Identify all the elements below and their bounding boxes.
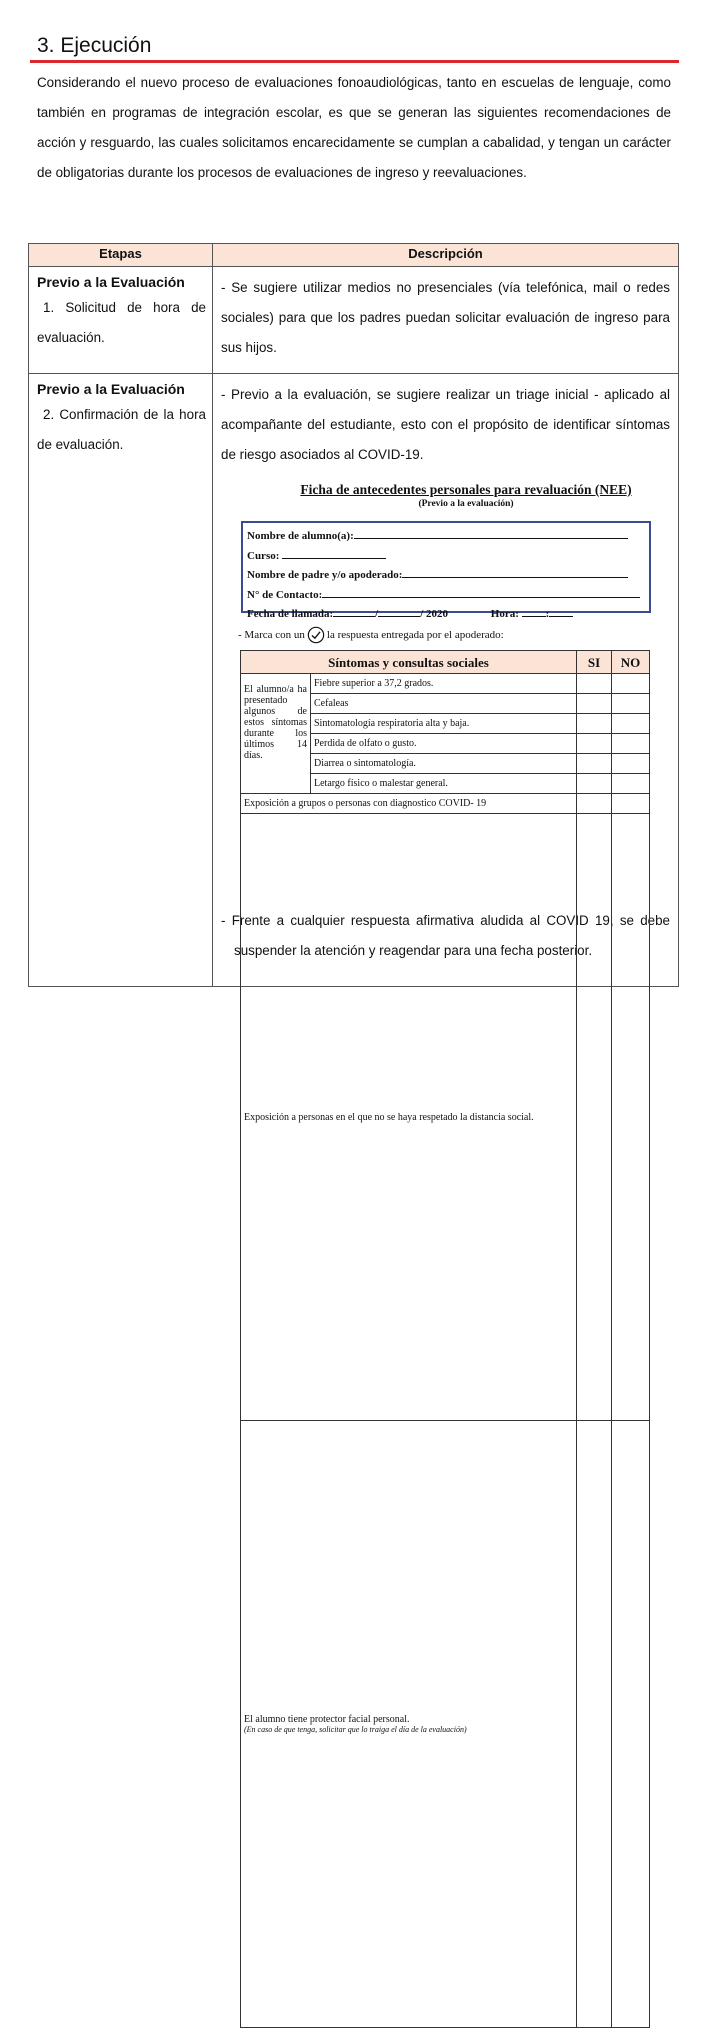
protector-note: (En caso de que tenga, solicitar que lo traiga el día de la evaluación) bbox=[244, 1725, 467, 1734]
form-subtitle: (Previo a la evaluación) bbox=[418, 499, 514, 509]
no-header: NO bbox=[612, 651, 650, 674]
no-cell bbox=[612, 1421, 650, 2028]
symptom-text: Fiebre superior a 37,2 grados. bbox=[311, 674, 577, 694]
etapa-number: 2. bbox=[43, 407, 55, 422]
no-cell bbox=[612, 754, 650, 774]
table-header-row bbox=[29, 244, 679, 267]
no-cell bbox=[612, 814, 650, 1421]
descripcion-text: - Se sugiere utilizar medios no presenciales (vía telefónica, mail o redes sociales) para que los padres puedan solicitar evaluación de ingreso para sus hijos. bbox=[221, 280, 670, 355]
symptom-text: Letargo físico o malestar general. bbox=[311, 774, 577, 794]
symptom-text: Diarrea o sintomatología. bbox=[311, 754, 577, 774]
etapas-table bbox=[28, 243, 679, 1734]
si-cell bbox=[577, 714, 612, 734]
etapa-number: 1. bbox=[43, 300, 55, 315]
form-field-alumno: Nombre de alumno(a): bbox=[247, 527, 649, 547]
si-cell bbox=[577, 1421, 612, 2028]
descripcion-text: - Previo a la evaluación, se sugiere realizar un triage inicial - aplicado al acompañante del estudiante, esto con el propósito de identificar síntomas de riesgo asociados al COVID-19. bbox=[221, 387, 670, 462]
si-cell bbox=[577, 674, 612, 694]
si-cell bbox=[577, 694, 612, 714]
si-cell bbox=[577, 774, 612, 794]
descripcion-cell bbox=[213, 267, 679, 374]
si-cell bbox=[577, 794, 612, 814]
etapa-title: Previo a la Evaluación bbox=[37, 381, 185, 397]
table-row bbox=[29, 374, 679, 987]
header-descripcion: Descripción bbox=[213, 244, 679, 267]
etapa-step-text: Confirmación de la hora de evaluación. bbox=[37, 407, 206, 452]
symptom-group-label: El alumno/a ha presentado algunos de estos síntomas durante los últimos 14 días. bbox=[241, 674, 311, 794]
form-title: Ficha de antecedentes personales para revaluación (NEE) bbox=[300, 482, 632, 497]
no-cell bbox=[612, 714, 650, 734]
footer-text: - Frente a cualquier respuesta afirmativa aludida al COVID 19, se debe suspender la atención y reagendar para una fecha posterior. bbox=[221, 913, 670, 958]
symptom-text: Sintomatología respiratoria alta y baja. bbox=[311, 714, 577, 734]
table-row bbox=[29, 267, 679, 374]
form-field-fecha: Fecha de llamada: / / 2020 Hora: : bbox=[247, 605, 649, 625]
no-cell bbox=[612, 694, 650, 714]
form-info-box bbox=[241, 521, 651, 620]
symptom-row bbox=[241, 674, 650, 694]
no-cell bbox=[612, 794, 650, 814]
etapa-title: Previo a la Evaluación bbox=[37, 274, 185, 290]
protector-cell bbox=[241, 1421, 577, 2028]
etapa-cell bbox=[29, 374, 213, 987]
etapa-step bbox=[37, 293, 206, 353]
exposure-text: Exposición a grupos o personas con diagnostico COVID- 19 bbox=[241, 794, 577, 814]
protector-row bbox=[241, 1421, 650, 2028]
exposure-text: Exposición a personas en el que no se haya respetado la distancia social. bbox=[241, 814, 577, 1421]
si-header: SI bbox=[577, 651, 612, 674]
header-etapas: Etapas bbox=[29, 244, 213, 267]
check-circle-icon bbox=[307, 626, 325, 644]
etapa-step-text: Solicitud de hora de evaluación. bbox=[37, 300, 206, 345]
etapa-cell bbox=[29, 267, 213, 374]
intro-paragraph: Considerando el nuevo proceso de evaluaciones fonoaudiológicas, tanto en escuelas de lenguaje, como también en programas de integración escolar, es que se generan las siguientes recomendaciones de acción y resguardo, las cuales solicitamos encarecidamente se cumplan a cabalidad, y tengan un carácter de obligatorias durante los procesos de evaluaciones de ingreso y reevaluaciones. bbox=[37, 75, 671, 180]
symptoms-header: Síntomas y consultas sociales bbox=[241, 651, 577, 674]
no-cell bbox=[612, 734, 650, 754]
title-divider bbox=[30, 60, 679, 63]
symptoms-header-row bbox=[241, 651, 650, 674]
exposure-row bbox=[241, 814, 650, 1421]
no-cell bbox=[612, 774, 650, 794]
si-cell bbox=[577, 734, 612, 754]
section-title: 3. Ejecución bbox=[37, 34, 152, 57]
form-instruction: - Marca con un la respuesta entregada por el apoderado: bbox=[238, 626, 666, 644]
si-cell bbox=[577, 814, 612, 1421]
symptom-text: Cefaleas bbox=[311, 694, 577, 714]
descripcion-cell bbox=[213, 374, 679, 1734]
si-cell bbox=[577, 754, 612, 774]
form-field-apoderado: Nombre de padre y/o apoderado: bbox=[247, 566, 649, 586]
no-cell bbox=[612, 674, 650, 694]
form-field-curso: Curso: bbox=[247, 547, 649, 567]
protector-text: El alumno tiene protector facial personal. bbox=[244, 1714, 410, 1725]
etapa-step bbox=[37, 400, 206, 460]
symptom-text: Perdida de olfato o gusto. bbox=[311, 734, 577, 754]
symptoms-table bbox=[240, 650, 650, 2028]
exposure-row bbox=[241, 794, 650, 814]
form-field-contacto: N° de Contacto: bbox=[247, 586, 649, 606]
